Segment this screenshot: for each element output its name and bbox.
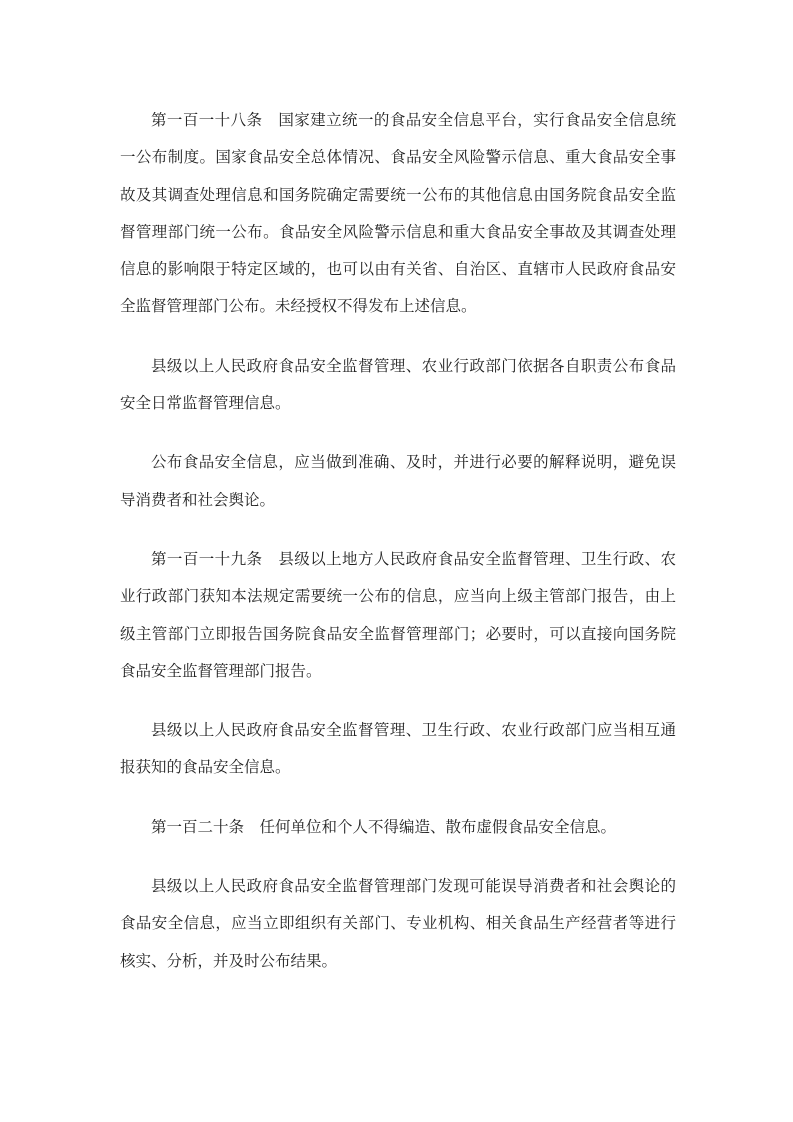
article-120-paragraph: 第一百二十条 任何单位和个人不得编造、散布虚假食品安全信息。	[151, 817, 617, 836]
article-118-daily-info-paragraph: 县级以上人民政府食品安全监督管理、农业行政部门依据各自职责公布食品安全日常监督管理信息。	[120, 356, 676, 413]
article-118-accuracy-paragraph: 公布食品安全信息，应当做到准确、及时，并进行必要的解释说明，避免误导消费者和社会舆论。	[120, 453, 676, 509]
article-118-paragraph: 第一百一十八条 国家建立统一的食品安全信息平台，实行食品安全信息统一公布制度。国家食品安全总体情况、食品安全风险警示信息、重大食品安全事故及其调查处理信息和国务院确定需要统一公布的其他信息由国务院食品安全监督管理部门统一公布。食品安全风险警示信息和重大食品安全事故及其调查处理信息的影响限于特定区域的，也可以由有关省、自治区、直辖市人民政府食品安全监督管理部门公布。未经授权不得发布上述信息。	[120, 111, 676, 316]
article-119-notification-paragraph: 县级以上人民政府食品安全监督管理、卫生行政、农业行政部门应当相互通报获知的食品安全信息。	[120, 721, 676, 777]
article-120-verification-paragraph: 县级以上人民政府食品安全监督管理部门发现可能误导消费者和社会舆论的食品安全信息，应当立即组织有关部门、专业机构、相关食品生产经营者等进行核实、分析，并及时公布结果。	[120, 877, 676, 970]
document-body	[120, 102, 676, 980]
article-119-paragraph: 第一百一十九条 县级以上地方人民政府食品安全监督管理、卫生行政、农业行政部门获知本法规定需要统一公布的信息，应当向上级主管部门报告，由上级主管部门立即报告国务院食品安全监督管理部门；必要时，可以直接向国务院食品安全监督管理部门报告。	[120, 549, 676, 680]
